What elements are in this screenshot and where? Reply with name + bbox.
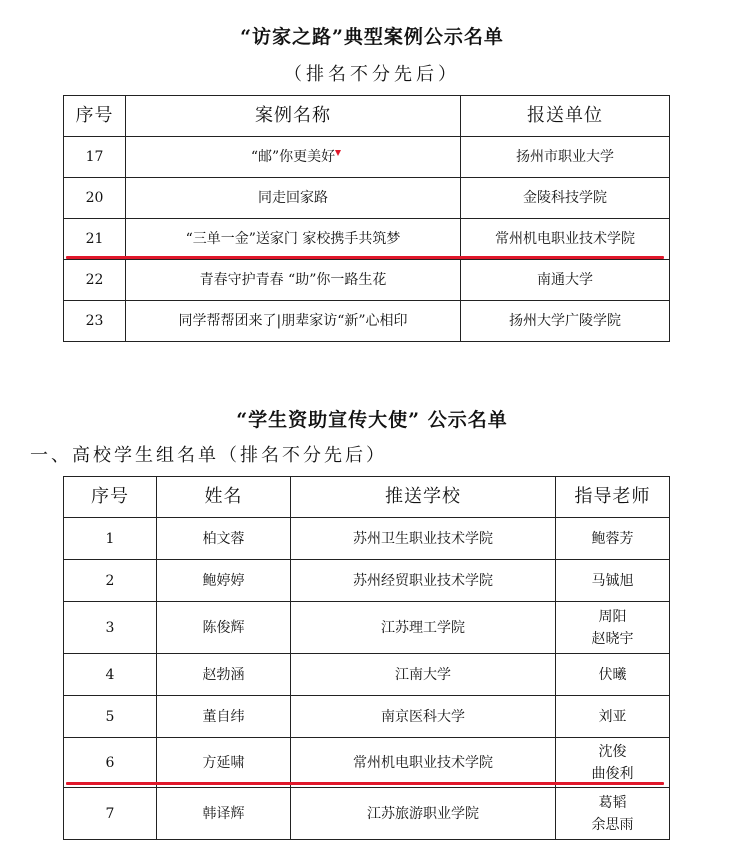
case-no: 22 (64, 260, 126, 301)
case-name: 同学帮帮团来了|朋辈家访“新”心相印 (126, 301, 461, 342)
header-no: 序号 (64, 96, 126, 137)
ambassador-table (63, 476, 670, 840)
ambassador-school: 江苏理工学院 (291, 602, 556, 654)
teacher-name: 赵晓宇 (591, 630, 634, 647)
case-name: 同走回家路 (126, 178, 461, 219)
teacher-name: 鲍蓉芳 (591, 530, 634, 547)
teacher-name: 曲俊利 (591, 765, 634, 782)
ambassador-school: 苏州卫生职业技术学院 (291, 518, 556, 560)
highlight-underline-case (66, 256, 664, 259)
teacher-name: 葛韬 (598, 794, 627, 811)
teacher-name: 马铖旭 (591, 572, 634, 589)
ambassador-teacher (556, 654, 670, 696)
ambassador-school: 南京医科大学 (291, 696, 556, 738)
case-unit: 南通大学 (461, 260, 670, 301)
table-row (64, 137, 670, 178)
ambassador-name: 柏文蓉 (157, 518, 291, 560)
case-no: 20 (64, 178, 126, 219)
ambassador-school: 江苏旅游职业学院 (291, 788, 556, 840)
case-unit: 扬州市职业大学 (461, 137, 670, 178)
ambassador-no: 2 (64, 560, 157, 602)
ambassador-teacher (556, 518, 670, 560)
ambassador-no: 6 (64, 738, 157, 788)
ambassador-school: 江南大学 (291, 654, 556, 696)
case-no: 21 (64, 219, 126, 260)
ambassador-no: 1 (64, 518, 157, 560)
header-school: 推送学校 (291, 477, 556, 518)
header-teacher: 指导老师 (556, 477, 670, 518)
ambassador-table-header (64, 477, 670, 518)
table-row (64, 518, 670, 560)
ambassador-teacher (556, 696, 670, 738)
header-unit: 报送单位 (461, 96, 670, 137)
ambassador-school: 苏州经贸职业技术学院 (291, 560, 556, 602)
ambassador-teacher (556, 738, 670, 788)
case-table (63, 95, 670, 342)
case-table-header (64, 96, 670, 137)
ambassador-name: 董自纬 (157, 696, 291, 738)
case-unit: 金陵科技学院 (461, 178, 670, 219)
ambassador-name: 方延啸 (157, 738, 291, 788)
case-name: “三单一金”送家门 家校携手共筑梦 (126, 219, 461, 260)
ambassador-teacher (556, 560, 670, 602)
highlight-underline-ambassador (66, 782, 664, 785)
student-group-heading: 一、高校学生组名单（排名不分先后） (30, 445, 387, 466)
teacher-name: 伏曦 (598, 666, 627, 683)
ambassador-no: 4 (64, 654, 157, 696)
teacher-name: 刘亚 (598, 708, 627, 725)
table-row (64, 260, 670, 301)
table-row (64, 738, 670, 788)
ambassador-name: 韩译辉 (157, 788, 291, 840)
ambassador-name: 赵勃涵 (157, 654, 291, 696)
case-no: 23 (64, 301, 126, 342)
case-unit: 常州机电职业技术学院 (461, 219, 670, 260)
table-row (64, 560, 670, 602)
ambassador-name: 鲍婷婷 (157, 560, 291, 602)
ambassador-no: 5 (64, 696, 157, 738)
ambassador-name: 陈俊辉 (157, 602, 291, 654)
header-case-name: 案例名称 (126, 96, 461, 137)
case-no: 17 (64, 137, 126, 178)
table-row (64, 178, 670, 219)
header-name: 姓名 (157, 477, 291, 518)
case-name: “邮”你更美好 (126, 137, 461, 178)
ambassador-list-title: “学生资助宣传大使” 公示名单 (236, 409, 508, 431)
table-row (64, 219, 670, 260)
table-row (64, 602, 670, 654)
ambassador-teacher (556, 788, 670, 840)
case-unit: 扬州大学广陵学院 (461, 301, 670, 342)
ambassador-teacher (556, 602, 670, 654)
table-row (64, 788, 670, 840)
teacher-name: 余思雨 (591, 816, 634, 833)
ambassador-no: 7 (64, 788, 157, 840)
table-row (64, 301, 670, 342)
annotation-mark (335, 150, 341, 156)
teacher-name: 周阳 (598, 608, 627, 625)
ambassador-no: 3 (64, 602, 157, 654)
table-row (64, 696, 670, 738)
case-list-title: “访家之路”典型案例公示名单 (240, 26, 504, 48)
case-list-subtitle: （排名不分先后） (284, 64, 460, 85)
table-row (64, 654, 670, 696)
ambassador-school: 常州机电职业技术学院 (291, 738, 556, 788)
header-no: 序号 (64, 477, 157, 518)
case-name: 青春守护青春 “助”你一路生花 (126, 260, 461, 301)
teacher-name: 沈俊 (598, 743, 627, 760)
